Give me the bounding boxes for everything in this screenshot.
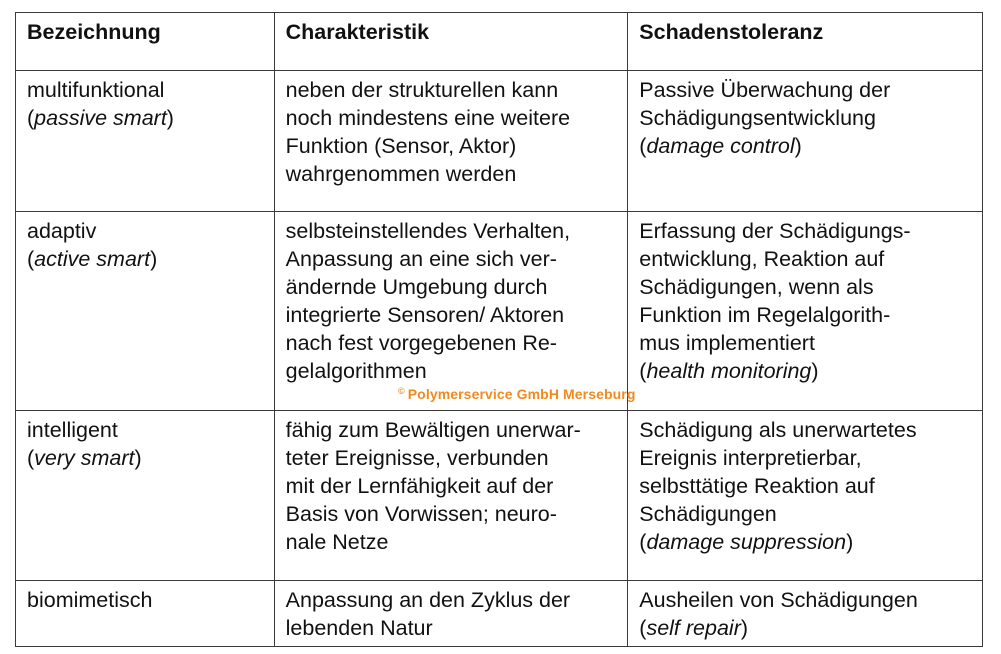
text-line: Erfassung der Schädigungs- bbox=[639, 219, 911, 243]
text-line: nale Netze bbox=[285, 530, 389, 554]
text-line: gelalgorithmen bbox=[285, 359, 427, 383]
term-name: multifunktional bbox=[27, 78, 165, 102]
term-english: (active smart) bbox=[27, 247, 158, 271]
cell-bezeichnung bbox=[16, 212, 275, 411]
text-line: wahrgenommen werden bbox=[285, 162, 517, 186]
text-line: selbsteinstellendes Verhalten, bbox=[285, 219, 571, 243]
term-english: (very smart) bbox=[27, 446, 142, 470]
smart-materials-table bbox=[15, 12, 983, 647]
text-line: fähig zum Bewältigen unerwar- bbox=[285, 418, 581, 442]
cell-charakteristik bbox=[274, 411, 628, 581]
table-row bbox=[16, 71, 983, 212]
cell-charakteristik bbox=[274, 71, 628, 212]
term-english: (passive smart) bbox=[27, 106, 174, 130]
text-line: Ereignis interpretierbar, bbox=[639, 446, 862, 470]
copyright-symbol: © bbox=[398, 386, 405, 396]
cell-schadenstoleranz bbox=[628, 581, 983, 647]
text-line: Schädigung als unerwartetes bbox=[639, 418, 917, 442]
text-line: lebenden Natur bbox=[285, 616, 433, 640]
text-line: Funktion (Sensor, Aktor) bbox=[285, 134, 517, 158]
watermark-text: Polymerservice GmbH Merseburg bbox=[407, 386, 636, 402]
text-line: neben der strukturellen kann bbox=[285, 78, 559, 102]
table-row bbox=[16, 411, 983, 581]
text-line: ändernde Umgebung durch bbox=[285, 275, 548, 299]
text-line: Basis von Vorwissen; neuro- bbox=[285, 502, 557, 526]
text-line: mit der Lernfähigkeit auf der bbox=[285, 474, 554, 498]
term-name: biomimetisch bbox=[27, 588, 153, 612]
text-line: Schädigungsentwicklung bbox=[639, 106, 876, 130]
text-line: integrierte Sensoren/ Aktoren bbox=[285, 303, 565, 327]
copyright-watermark bbox=[398, 386, 636, 402]
text-line: Schädigungen, wenn als bbox=[639, 275, 874, 299]
table-row bbox=[16, 581, 983, 647]
term-name: intelligent bbox=[27, 418, 118, 442]
text-line: Ausheilen von Schädigungen bbox=[639, 588, 918, 612]
term-name: adaptiv bbox=[27, 219, 97, 243]
cell-bezeichnung bbox=[16, 581, 275, 647]
text-line: Passive Überwachung der bbox=[639, 78, 891, 102]
cell-bezeichnung bbox=[16, 71, 275, 212]
cell-schadenstoleranz bbox=[628, 411, 983, 581]
text-line: selbsttätige Reaktion auf bbox=[639, 474, 875, 498]
english-term: (damage suppression) bbox=[639, 530, 854, 554]
cell-bezeichnung bbox=[16, 411, 275, 581]
text-line: teter Ereignisse, verbunden bbox=[285, 446, 549, 470]
english-term: (health monitoring) bbox=[639, 359, 819, 383]
text-line: Anpassung an den Zyklus der bbox=[285, 588, 571, 612]
header-schadenstoleranz: Schadenstoleranz bbox=[628, 13, 983, 71]
english-term: (self repair) bbox=[639, 616, 749, 640]
english-term: (damage control) bbox=[639, 134, 802, 158]
cell-schadenstoleranz bbox=[628, 71, 983, 212]
text-line: Funktion im Regelalgorith- bbox=[639, 303, 891, 327]
cell-charakteristik bbox=[274, 581, 628, 647]
text-line: noch mindestens eine weitere bbox=[285, 106, 571, 130]
text-line: mus implementiert bbox=[639, 331, 815, 355]
cell-schadenstoleranz bbox=[628, 212, 983, 411]
table-row bbox=[16, 212, 983, 411]
header-charakteristik: Charakteristik bbox=[274, 13, 628, 71]
text-line: entwicklung, Reaktion auf bbox=[639, 247, 885, 271]
table-header-row bbox=[16, 13, 983, 71]
text-line: Anpassung an eine sich ver- bbox=[285, 247, 557, 271]
cell-charakteristik bbox=[274, 212, 628, 411]
header-bezeichnung: Bezeichnung bbox=[16, 13, 275, 71]
text-line: nach fest vorgegebenen Re- bbox=[285, 331, 557, 355]
text-line: Schädigungen bbox=[639, 502, 777, 526]
